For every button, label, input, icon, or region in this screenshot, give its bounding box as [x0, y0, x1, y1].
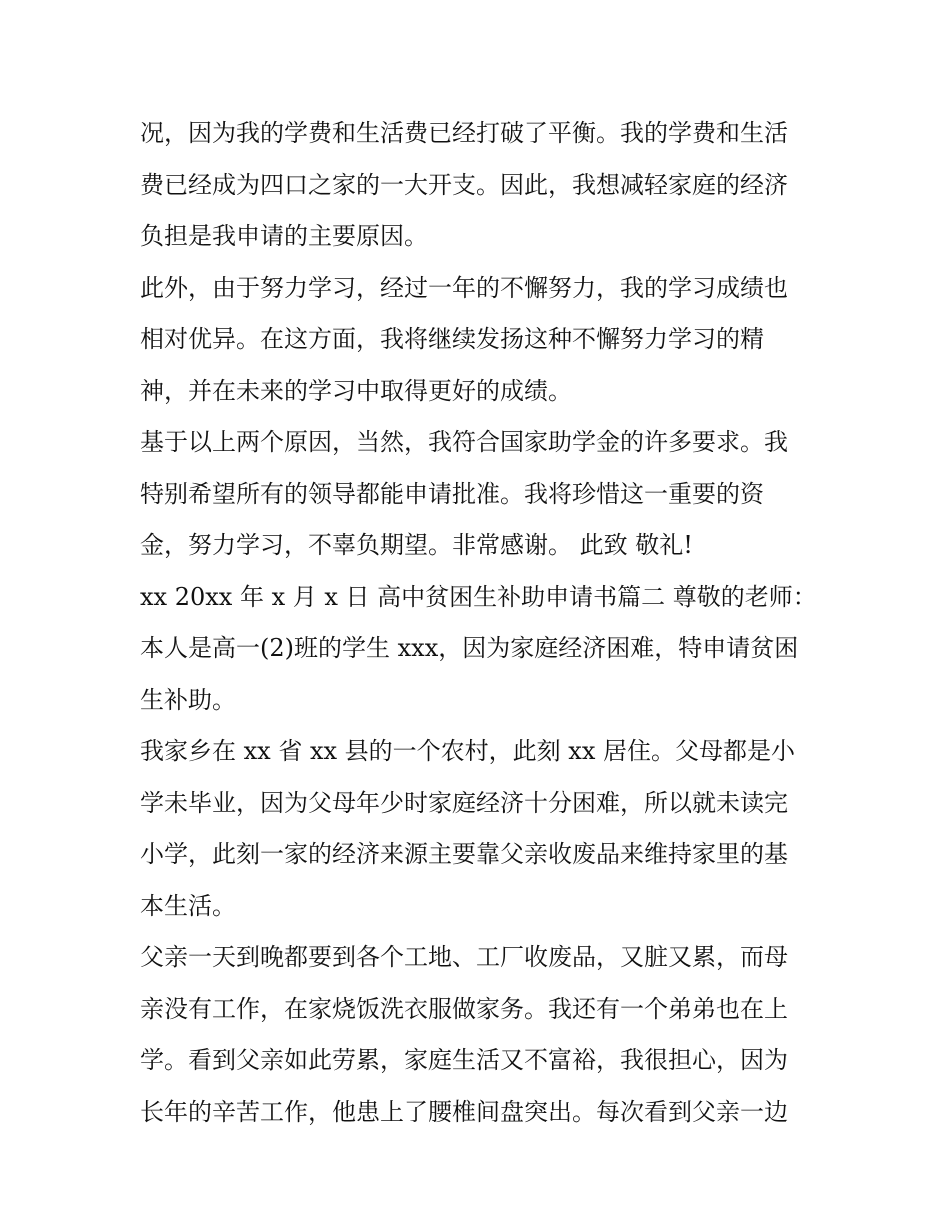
- text-line: 特别希望所有的领导都能申请批准。我将珍惜这一重要的资: [140, 479, 764, 508]
- text-line: 我家乡在 xx 省 xx 县的一个农村，此刻 xx 居住。父母都是小: [140, 737, 795, 765]
- text-line: 况，因为我的学费和生活费已经打破了平衡。我的学费和生活: [140, 119, 788, 147]
- text-line: 亲没有工作，在家烧饭洗衣服做家务。我还有一个弟弟也在上: [140, 994, 788, 1023]
- text-line: 此外，由于努力学习，经过一年的不懈努力，我的学习成绩也: [140, 273, 788, 302]
- text-line: 生补助。: [140, 685, 236, 714]
- text-line: 小学，此刻一家的经济来源主要靠父亲收废品来维持家里的基: [140, 840, 788, 868]
- text-line: 基于以上两个原因，当然，我符合国家助学金的许多要求。我: [140, 428, 788, 456]
- text-line: 学未毕业，因为父母年少时家庭经济十分困难，所以就未读完: [140, 788, 788, 817]
- text-line: xx 20xx 年 x 月 x 日 高中贫困生补助申请书篇二 尊敬的老师：: [140, 582, 817, 611]
- text-line: 本人是高一(2)班的学生 xxx，因为家庭经济困难，特申请贫困: [140, 634, 799, 662]
- text-line: 负担是我申请的主要原因。: [140, 222, 428, 250]
- text-line: 费已经成为四口之家的一大开支。因此，我想减轻家庭的经济: [140, 170, 788, 199]
- text-line: 学。看到父亲如此劳累，家庭生活又不富裕，我很担心，因为: [140, 1046, 788, 1074]
- text-line: 本生活。: [140, 891, 236, 920]
- text-line: 父亲一天到晚都要到各个工地、工厂收废品，又脏又累，而母: [140, 943, 788, 971]
- text-line: 长年的辛苦工作，他患上了腰椎间盘突出。每次看到父亲一边: [140, 1097, 788, 1126]
- text-line: 相对优异。在这方面，我将继续发扬这种不懈努力学习的精: [140, 325, 764, 353]
- text-line: 金，努力学习，不辜负期望。非常感谢。 此致 敬礼!: [140, 531, 693, 559]
- document-body: [140, 108, 820, 1138]
- text-line: 神，并在未来的学习中取得更好的成绩。: [140, 376, 572, 405]
